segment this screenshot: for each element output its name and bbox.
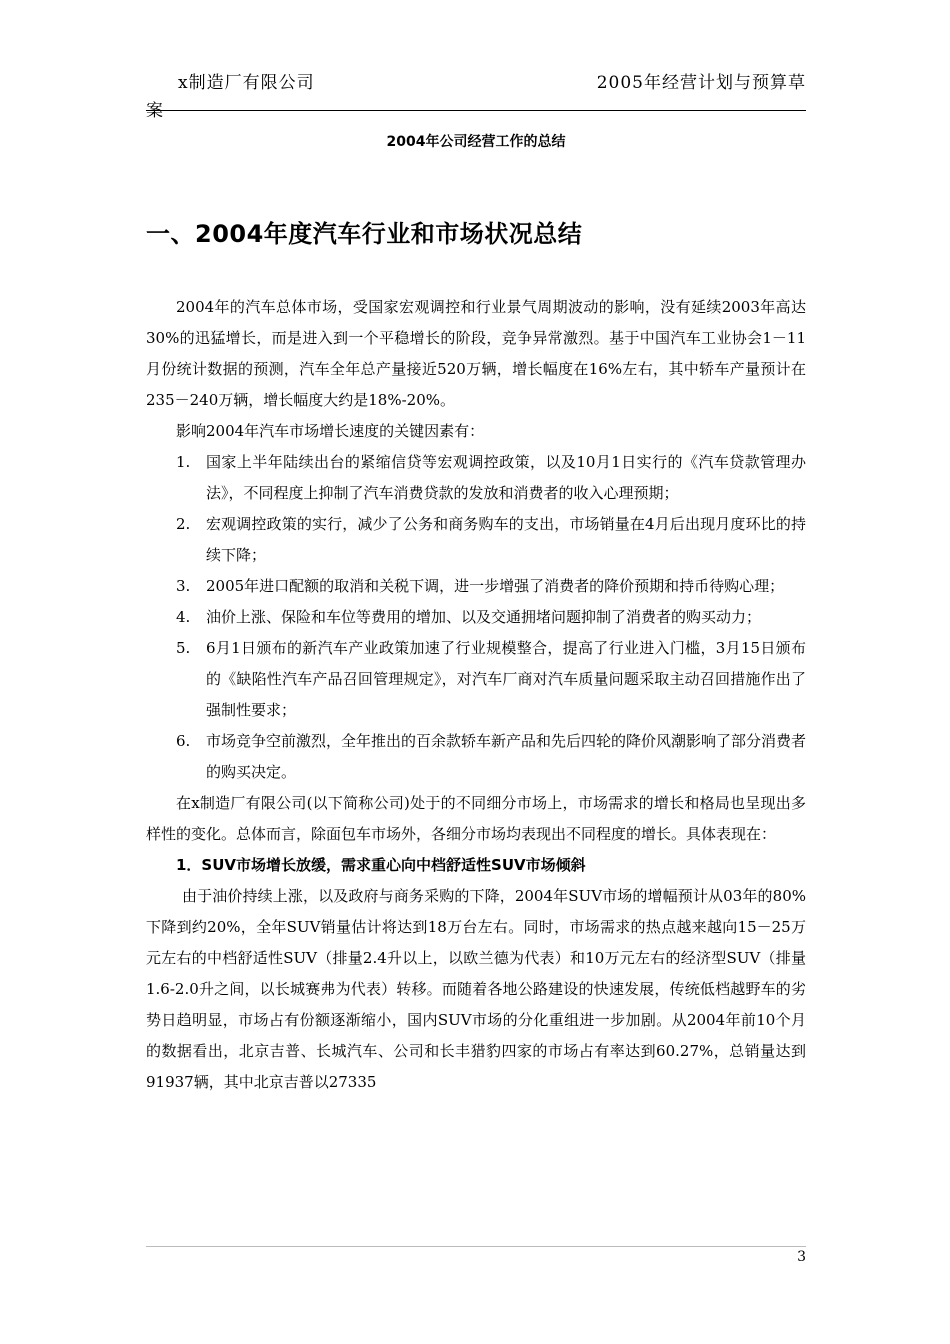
list-item bbox=[146, 509, 806, 571]
header-doc-title: 2005年经营计划与预算草 bbox=[596, 73, 806, 93]
section-heading: 一、2004年度汽车行业和市场状况总结 bbox=[146, 220, 583, 248]
paragraph-suv: 由于油价持续上涨，以及政府与商务采购的下降，2004年SUV市场的增幅预计从03年的80%下降到约20%，全年SUV销量估计将达到18万台左右。同时，市场需求的热点越来越向15－25万元左右的中档舒适性SUV（排量2.4升以上，以欧兰德为代表）和10万元左右的经济型SUV（排量1.6-2.0升之间，以长城赛弗为代表）转移。而随着各地公路建设的快速发展，传统低档越野车的劣势日趋明显，市场占有份额逐渐缩小，国内SUV市场的分化重组进一步加剧。从2004年前10个月的数据看出，北京吉普、长城汽车、公司和长丰猎豹四家的市场占有率达到60.27%，总销量达到91937辆，其中北京吉普以27335 bbox=[146, 887, 806, 1091]
list-text: 2005年进口配额的取消和关税下调，进一步增强了消费者的降价预期和持币待购心理； bbox=[206, 577, 785, 595]
list-item bbox=[146, 726, 806, 788]
list-item bbox=[146, 602, 806, 633]
footer-divider bbox=[146, 1246, 806, 1247]
list-text: 宏观调控政策的实行，减少了公务和商务购车的支出，市场销量在4月后出现月度环比的持续下降； bbox=[206, 515, 806, 564]
header-doc-title-wrap: 案 bbox=[146, 101, 164, 121]
list-text: 6月1日颁布的新汽车产业政策加速了行业规模整合，提高了行业进入门槛，3月15日颁布的《缺陷性汽车产品召回管理规定》，对汽车厂商对汽车质量问题采取主动召回措施作出了强制性要求； bbox=[206, 639, 806, 719]
list-item bbox=[146, 571, 806, 602]
list-number: 4. bbox=[176, 608, 191, 626]
list-text: 油价上涨、保险和车位等费用的增加、以及交通拥堵问题抑制了消费者的购买动力； bbox=[206, 608, 762, 626]
paragraph-factors-intro: 影响2004年汽车市场增长速度的关键因素有： bbox=[176, 422, 485, 440]
document-body bbox=[146, 292, 806, 1098]
list-number: 5. bbox=[176, 639, 191, 657]
paragraph-market-overview: 2004年的汽车总体市场，受国家宏观调控和行业景气周期波动的影响，没有延续2003年高达30%的迅猛增长，而是进入到一个平稳增长的阶段，竞争异常激烈。基于中国汽车工业协会1－11月份统计数据的预测，汽车全年总产量接近520万辆，增长幅度在16%左右，其中轿车产量预计在235－240万辆，增长幅度大约是18%-20%。 bbox=[146, 298, 806, 409]
factor-list bbox=[146, 447, 806, 788]
header-divider bbox=[146, 110, 806, 111]
document-title: 2004年公司经营工作的总结 bbox=[386, 134, 566, 150]
list-number: 1. bbox=[176, 453, 191, 471]
page-number: 3 bbox=[797, 1249, 806, 1265]
list-number: 6. bbox=[176, 732, 191, 750]
list-number: 3. bbox=[176, 577, 191, 595]
list-item bbox=[146, 447, 806, 509]
paragraph-segments: 在x制造厂有限公司(以下简称公司)处于的不同细分市场上，市场需求的增长和格局也呈现出多样性的变化。总体而言，除面包车市场外，各细分市场均表现出不同程度的增长。具体表现在： bbox=[146, 794, 806, 843]
list-number: 2. bbox=[176, 515, 191, 533]
list-text: 国家上半年陆续出台的紧缩信贷等宏观调控政策，以及10月1日实行的《汽车贷款管理办法》，不同程度上抑制了汽车消费贷款的发放和消费者的收入心理预期； bbox=[206, 453, 806, 502]
list-text: 市场竞争空前激烈，全年推出的百余款轿车新产品和先后四轮的降价风潮影响了部分消费者的购买决定。 bbox=[206, 732, 807, 781]
list-item bbox=[146, 633, 806, 726]
header-company: x制造厂有限公司 bbox=[178, 73, 315, 93]
subheading-suv: 1．SUV市场增长放缓，需求重心向中档舒适性SUV市场倾斜 bbox=[176, 856, 586, 874]
